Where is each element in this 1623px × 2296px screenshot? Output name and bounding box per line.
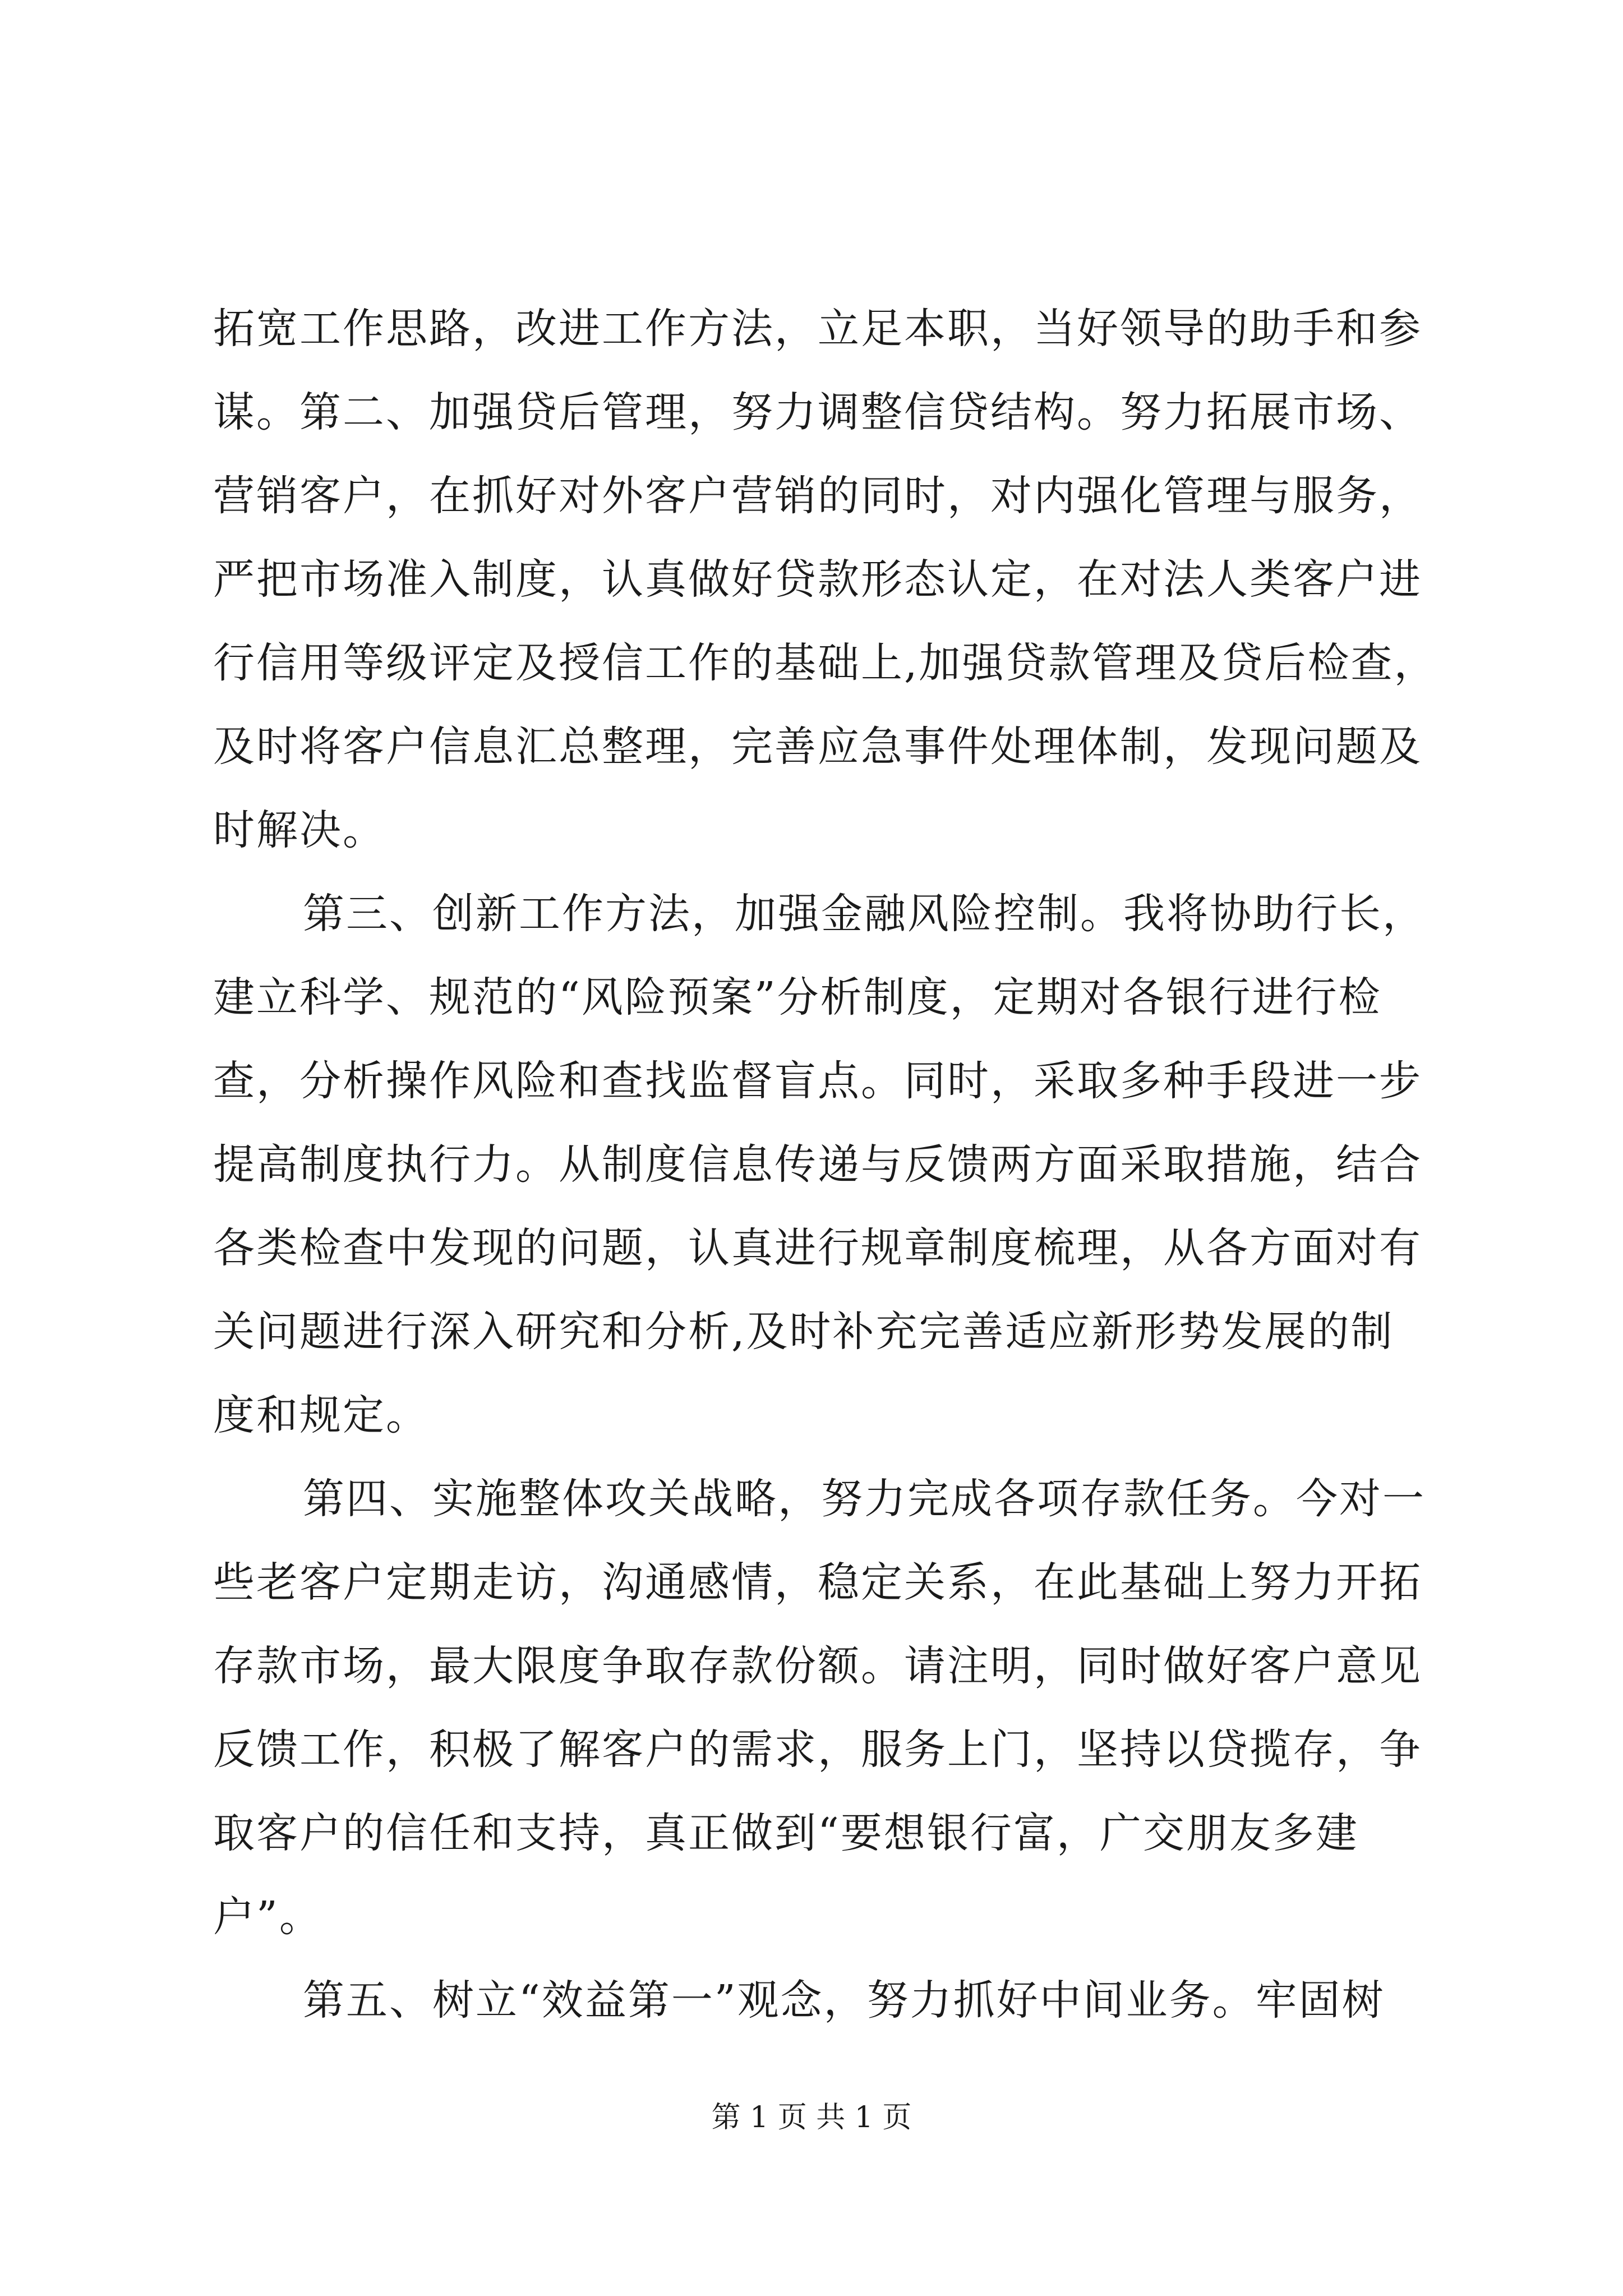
- document-body: [213, 287, 1437, 2042]
- text-line: 反馈工作，积极了解客户的需求，服务上门，坚持以贷揽存，争: [213, 1726, 1422, 1774]
- text-line: 拓宽工作思路，改进工作方法，立足本职，当好领导的助手和参: [213, 305, 1422, 353]
- text-line: 存款市场，最大限度争取存款份额。请注明，同时做好客户意见: [213, 1642, 1422, 1690]
- text-line: 严把市场准入制度，认真做好贷款形态认定，在对法人类客户进: [213, 555, 1422, 604]
- page-number-label: 第 1 页 共 1 页: [711, 2101, 912, 2134]
- text-line: 度和规定。: [213, 1391, 429, 1439]
- text-line: 查，分析操作风险和查找监督盲点。同时，采取多种手段进一步: [213, 1057, 1422, 1105]
- text-line: 关问题进行深入研究和分析,及时补充完善适应新形势发展的制: [213, 1308, 1394, 1356]
- paragraph-start-line: 第五、树立“效益第一”观念，努力抓好中间业务。牢固树: [303, 1976, 1385, 2024]
- text-line: 取客户的信任和支持，真正做到“要想银行富，广交朋友多建: [213, 1809, 1359, 1857]
- text-line: 时解决。: [213, 806, 386, 854]
- text-line: 建立科学、规范的“风险预案”分析制度，定期对各银行进行检: [213, 973, 1382, 1022]
- text-line: 营销客户，在抓好对外客户营销的同时，对内强化管理与服务，: [213, 472, 1422, 520]
- text-line: 行信用等级评定及授信工作的基础上,加强贷款管理及贷后检查，: [213, 639, 1437, 687]
- text-line: 户”。: [213, 1893, 322, 1941]
- text-line: 及时将客户信息汇总整理，完善应急事件处理体制，发现问题及: [213, 723, 1422, 771]
- text-line: 些老客户定期走访，沟通感情，稳定关系，在此基础上努力开拓: [213, 1558, 1422, 1607]
- text-line: 各类检查中发现的问题，认真进行规章制度梳理，从各方面对有: [213, 1224, 1422, 1272]
- paragraph-start-line: 第三、创新工作方法，加强金融风险控制。我将协助行长，: [303, 890, 1426, 938]
- page-footer: [0, 2098, 1623, 2137]
- text-line: 谋。第二、加强贷后管理，努力调整信贷结构。努力拓展市场、: [213, 388, 1422, 436]
- paragraph-start-line: 第四、实施整体攻关战略，努力完成各项存款任务。今对一: [303, 1475, 1426, 1523]
- text-line: 提高制度执行力。从制度信息传递与反馈两方面采取措施，结合: [213, 1140, 1422, 1189]
